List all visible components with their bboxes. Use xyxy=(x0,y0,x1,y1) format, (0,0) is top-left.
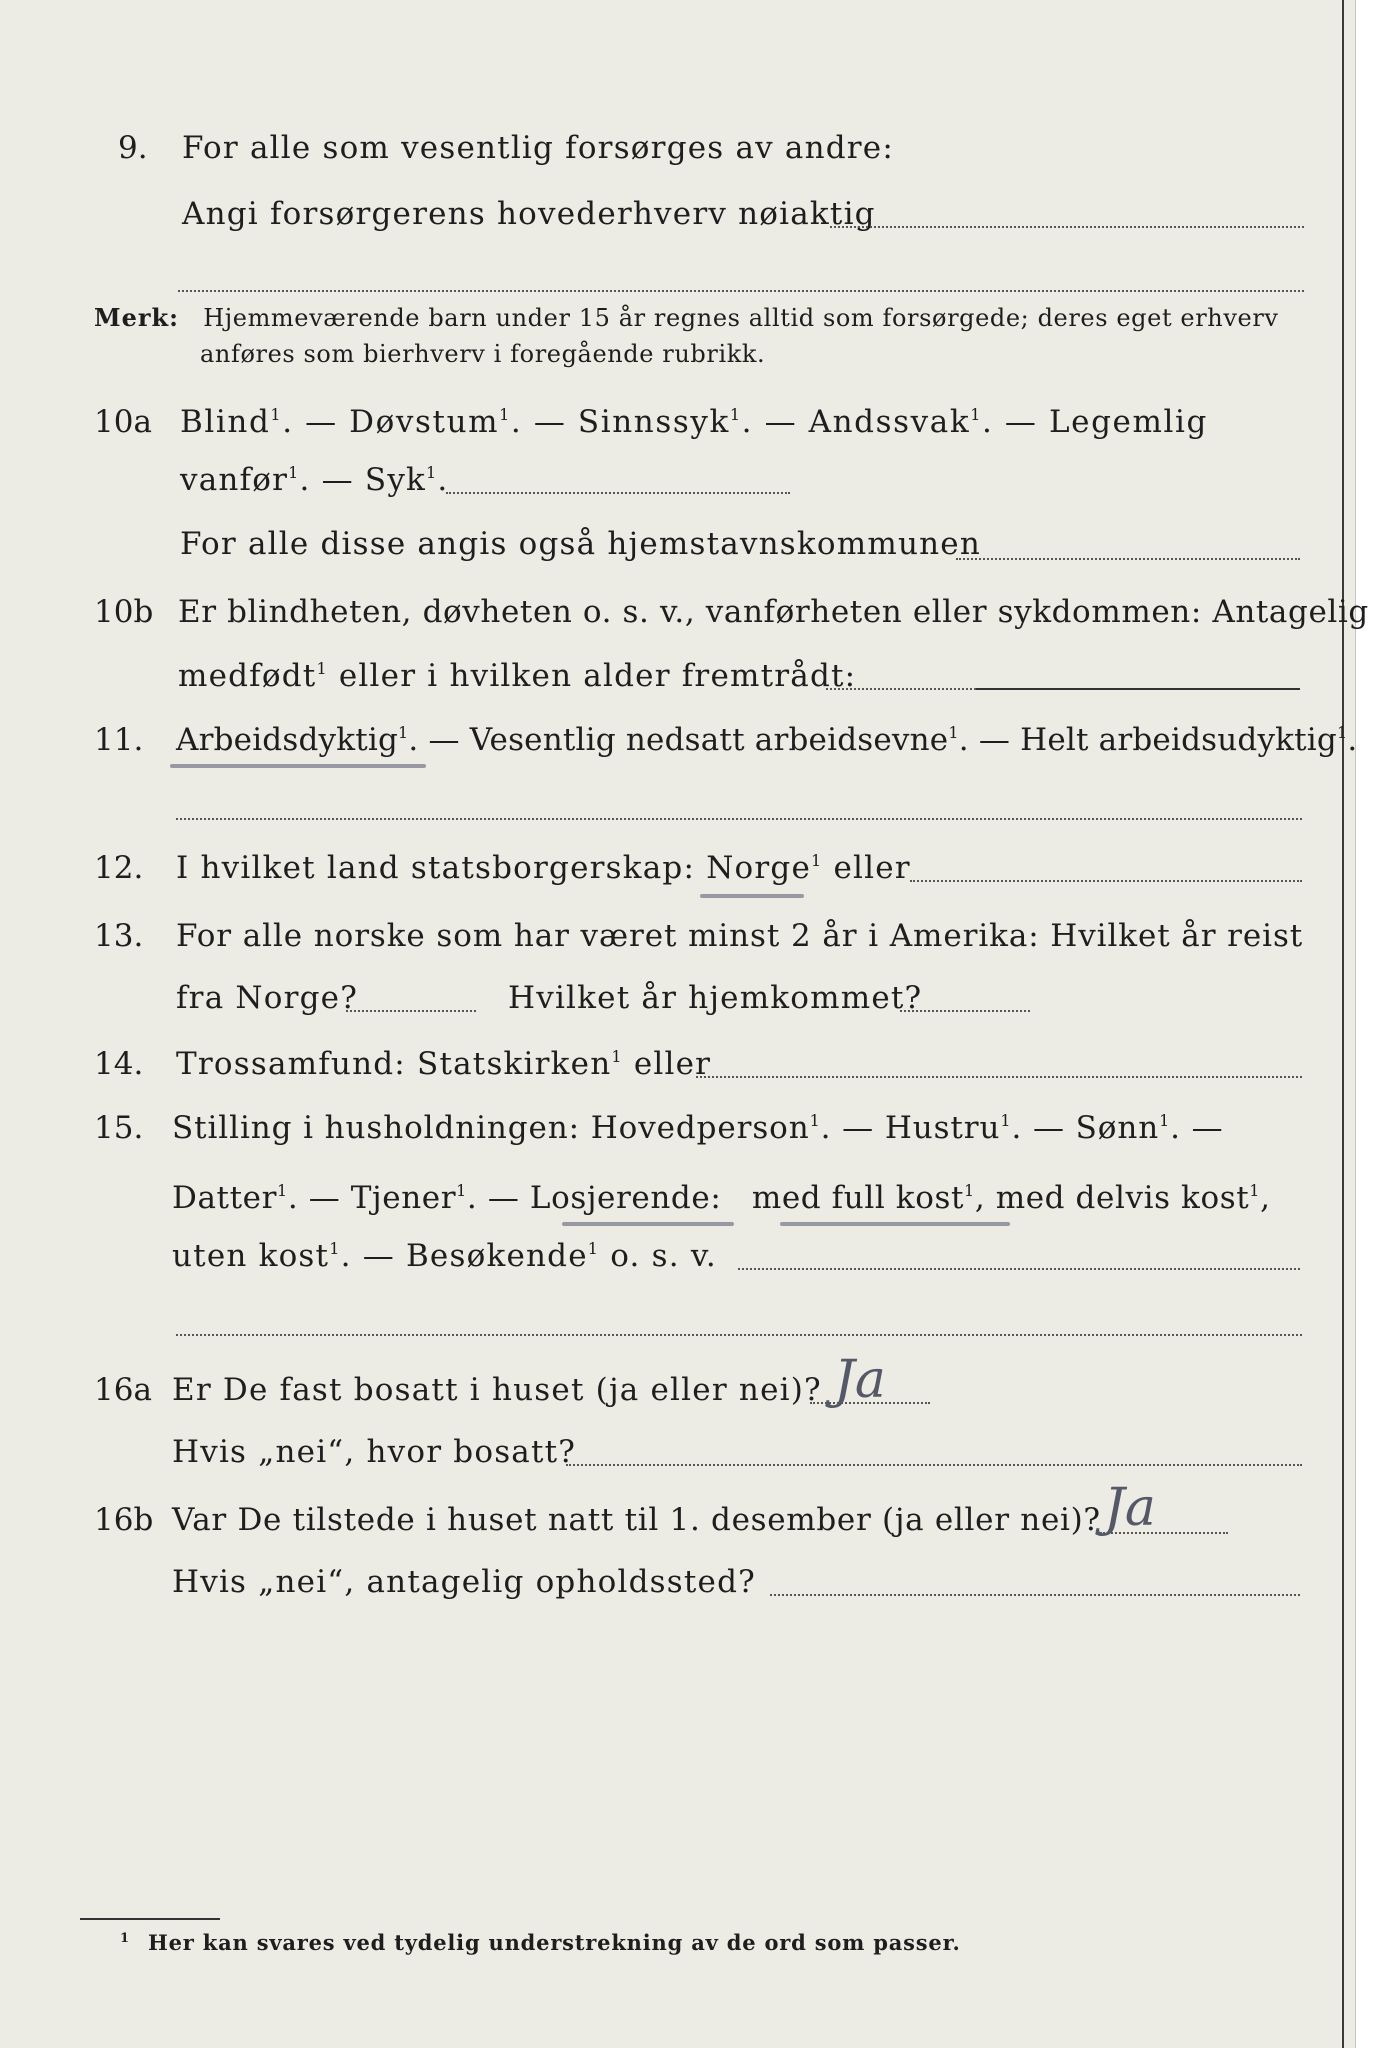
merk-line1: Hjemmeværende barn under 15 år regnes alltid som forsørgede; deres eget erhverv xyxy=(203,304,1279,332)
q15-answer-line-2[interactable] xyxy=(176,1334,1302,1336)
q13-hjemkommet-answer-line[interactable] xyxy=(900,1010,1030,1012)
q10a-line2 xyxy=(180,460,448,500)
q13-reist-answer-line[interactable] xyxy=(346,1010,476,1012)
q10b-answer-line-dotted[interactable] xyxy=(826,688,976,690)
q13-line2a: fra Norge? xyxy=(176,980,359,1016)
footnote xyxy=(120,1930,961,1955)
q12-number: 12. xyxy=(94,850,144,886)
q12-answer-line[interactable] xyxy=(910,880,1302,882)
option-besokende[interactable]: . — Besøkende xyxy=(340,1238,588,1274)
q14-line xyxy=(176,1044,711,1084)
option-tjener[interactable]: . — Tjener xyxy=(287,1180,457,1216)
q15-number: 15. xyxy=(94,1110,144,1146)
q9-answer-line[interactable] xyxy=(830,226,1304,228)
q12-text: I hvilket land statsborgerskap: xyxy=(176,850,707,886)
q13-line2b: Hvilket år hjemkommet? xyxy=(508,980,923,1016)
q15-line2-end: , xyxy=(1260,1180,1271,1216)
q14-number: 14. xyxy=(94,1046,144,1082)
footnote-rule xyxy=(80,1918,220,1920)
footnote-ref: 1 xyxy=(277,1181,288,1200)
footnote-ref: 1 xyxy=(1000,1111,1012,1130)
option-losjerende[interactable]: Losjerende: xyxy=(529,1180,722,1216)
q13-number: 13. xyxy=(94,918,144,954)
option-sonn[interactable]: . — Sønn xyxy=(1011,1110,1160,1146)
q10a-line2-end: . xyxy=(437,462,449,498)
q16a-line2: Hvis „nei“, hvor bosatt? xyxy=(172,1434,577,1470)
handwritten-underline-arbeidsdyktig xyxy=(170,764,426,768)
option-sinnssyk[interactable]: . — Sinnssyk xyxy=(510,404,730,440)
q16b-line1: Var De tilstede i huset natt til 1. desember (ja eller nei)? xyxy=(172,1502,1101,1538)
q10a-number: 10a xyxy=(94,404,152,440)
q16a-handwritten-answer[interactable]: Ja xyxy=(834,1350,886,1410)
q10a-line3: For alle disse angis også hjemstavnskommunen xyxy=(180,526,981,562)
q10a-hjemstavn-answer-line[interactable] xyxy=(956,558,1300,560)
footnote-ref: 1 xyxy=(499,405,511,424)
option-vanfor[interactable]: vanfør xyxy=(180,462,289,498)
q16b-handwritten-answer[interactable]: Ja xyxy=(1104,1478,1156,1538)
q15-dash: . — xyxy=(466,1180,530,1216)
option-uten-kost[interactable]: uten kost xyxy=(172,1238,330,1274)
footnote-mark: 1 xyxy=(120,1931,130,1946)
option-hustru[interactable]: . — Hustru xyxy=(820,1110,1001,1146)
option-norge[interactable]: Norge xyxy=(706,850,811,886)
q15-line3 xyxy=(172,1236,717,1276)
footnote-ref: 1 xyxy=(948,723,959,742)
handwritten-underline-med-full-kost xyxy=(780,1222,1010,1226)
q15-line2 xyxy=(172,1178,1271,1218)
page-edge xyxy=(1342,0,1344,2048)
q16a-bosatt-answer-line[interactable] xyxy=(566,1464,1302,1466)
option-med-full-kost[interactable]: med full kost xyxy=(751,1180,965,1216)
q15-answer-line[interactable] xyxy=(738,1268,1300,1270)
footnote-ref: 1 xyxy=(611,1047,623,1066)
option-nedsatt-arbeidsevne[interactable]: . — Vesentlig nedsatt arbeidsevne xyxy=(408,722,949,758)
q13-line1: For alle norske som har været minst 2 år i Amerika: Hvilket år reist xyxy=(176,918,1304,954)
q10b-line2 xyxy=(178,656,856,696)
option-arbeidsudyktig[interactable]: . — Helt arbeidsudyktig xyxy=(958,722,1337,758)
q14-eller: eller xyxy=(622,1046,712,1082)
option-med-delvis-kost[interactable]: , med delvis kost xyxy=(974,1180,1250,1216)
q12-eller: eller xyxy=(822,850,911,886)
footnote-ref: 1 xyxy=(329,1239,341,1258)
footnote-ref: 1 xyxy=(809,1111,821,1130)
footnote-ref: 1 xyxy=(729,405,742,424)
footnote-ref: 1 xyxy=(398,723,409,742)
option-statskirken[interactable]: Statskirken xyxy=(417,1046,612,1082)
option-medfodt[interactable]: medfødt xyxy=(178,658,317,694)
q15-osv: o. s. v. xyxy=(599,1238,717,1274)
option-blind[interactable]: Blind xyxy=(180,404,271,440)
footnote-ref: 1 xyxy=(970,405,982,424)
option-hovedperson[interactable]: Stilling i husholdningen: Hovedperson xyxy=(172,1110,810,1146)
q10a-syk-answer-line[interactable] xyxy=(446,492,790,494)
footnote-ref: 1 xyxy=(270,405,283,424)
footnote-ref: 1 xyxy=(1159,1111,1171,1130)
footnote-ref: 1 xyxy=(456,1181,467,1200)
footnote-text: Her kan svares ved tydelig understrekning av de ord som passer. xyxy=(147,1930,961,1955)
q16a-number: 16a xyxy=(94,1372,152,1408)
handwritten-underline-norge xyxy=(700,894,804,898)
merk-label: Merk: xyxy=(94,303,179,332)
q11-line xyxy=(176,720,1357,760)
footnote-ref: 1 xyxy=(288,463,300,482)
handwritten-underline-losjerende xyxy=(562,1222,734,1226)
q14-answer-line[interactable] xyxy=(696,1076,1302,1078)
footnote-ref: 1 xyxy=(1249,1181,1261,1200)
q10a-line1 xyxy=(180,402,1208,442)
q9-answer-line-2[interactable] xyxy=(178,290,1304,292)
q16b-line2: Hvis „nei“, antagelig opholdssted? xyxy=(172,1564,756,1600)
q9-number: 9. xyxy=(118,130,148,166)
option-syk[interactable]: . — Syk xyxy=(299,462,427,498)
option-legemlig[interactable]: . — Legemlig xyxy=(982,404,1208,440)
q10b-line1: Er blindheten, døvheten o. s. v., vanførheten eller sykdommen: Antagelig xyxy=(178,594,1369,630)
option-datter[interactable]: Datter xyxy=(172,1180,278,1216)
q15-line1-end: . — xyxy=(1170,1110,1224,1146)
merk-line2: anføres som bierhverv i foregående rubrikk. xyxy=(200,340,766,368)
q14-text: Trossamfund: xyxy=(176,1046,418,1082)
option-arbeidsdyktig[interactable]: Arbeidsdyktig xyxy=(176,722,399,758)
q15-line1 xyxy=(172,1108,1224,1148)
q10b-line2-text: eller i hvilken alder fremtrådt: xyxy=(327,658,857,694)
q11-end: . xyxy=(1347,722,1358,758)
footnote-ref: 1 xyxy=(426,463,438,482)
footnote-ref: 1 xyxy=(316,659,328,678)
q11-number: 11. xyxy=(94,722,144,758)
q9-line2: Angi forsørgerens hovederhverv nøiaktig xyxy=(182,196,876,232)
q16a-line1: Er De fast bosatt i huset (ja eller nei)? xyxy=(172,1372,822,1408)
merk-note xyxy=(94,302,1279,334)
q11-answer-line[interactable] xyxy=(176,818,1302,820)
footnote-ref: 1 xyxy=(1336,723,1348,742)
q9-line1: For alle som vesentlig forsørges av andre: xyxy=(182,130,894,166)
footnote-ref: 1 xyxy=(811,851,823,870)
q12-line xyxy=(176,848,911,888)
q16b-opholdssted-answer-line[interactable] xyxy=(770,1594,1300,1596)
q16b-number: 16b xyxy=(94,1502,154,1538)
q10b-answer-line[interactable] xyxy=(976,688,1300,690)
footnote-ref: 1 xyxy=(964,1181,975,1200)
q10b-number: 10b xyxy=(94,594,154,630)
option-andssvak[interactable]: . — Andssvak xyxy=(741,404,971,440)
footnote-ref: 1 xyxy=(587,1239,600,1258)
option-dovstum[interactable]: . — Døvstum xyxy=(282,404,500,440)
